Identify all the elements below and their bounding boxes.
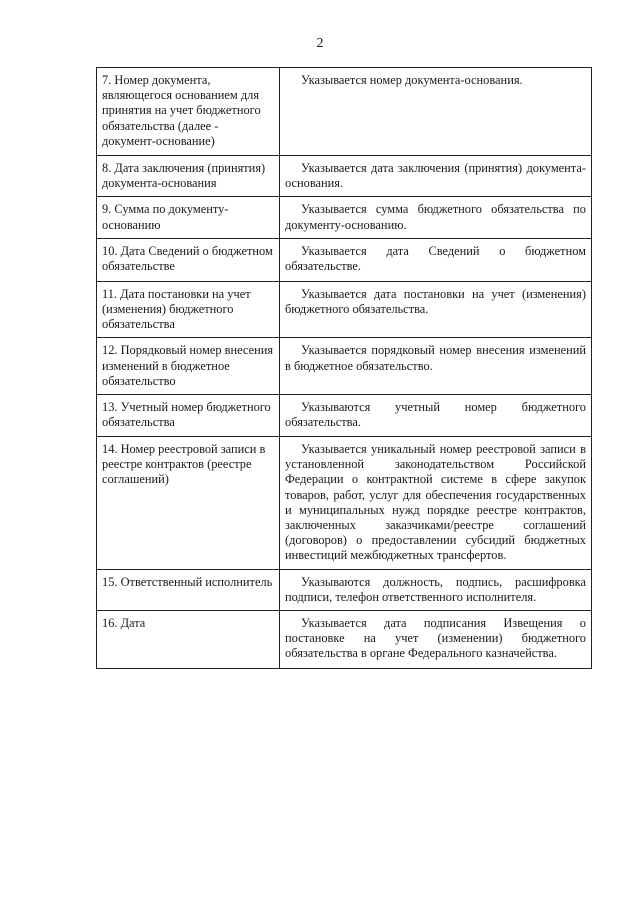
- table-row: [97, 156, 592, 197]
- field-description: Указываются учетный номер бюджетного обязательства.: [280, 395, 592, 437]
- table-row: [97, 281, 592, 338]
- field-description-table: [96, 67, 592, 669]
- field-description: Указывается порядковый номер внесения изменений в бюджетное обязательство.: [280, 338, 592, 395]
- field-name: 16. Дата: [97, 611, 280, 669]
- field-name: 7. Номер документа, являющегося основанием для принятия на учет бюджетного обязательства (далее - документ-основание): [97, 68, 280, 156]
- field-description: Указывается уникальный номер реестровой записи в установленной законодательством Российской Федерации о контрактной системе в сфере закупок товаров, работ, услуг для обеспечения государственных и муниципальных нужд порядке реестре контрактов, заключенных заказчиками/реестре соглашений (договоров) о предоставлении субсидий бюджетных инвестиций межбюджетных трансфертов.: [280, 437, 592, 570]
- table-row: [97, 338, 592, 395]
- field-description: Указываются должность, подпись, расшифровка подписи, телефон ответственного исполнителя.: [280, 569, 592, 610]
- field-description: Указывается номер документа-основания.: [280, 68, 592, 156]
- field-name: 10. Дата Сведений о бюджетном обязательстве: [97, 238, 280, 281]
- table-row: [97, 611, 592, 669]
- page-number: 2: [316, 36, 324, 51]
- field-name: 15. Ответственный исполнитель: [97, 569, 280, 610]
- field-name: 14. Номер реестровой записи в реестре контрактов (реестре соглашений): [97, 437, 280, 570]
- field-description: Указывается дата Сведений о бюджетном обязательстве.: [280, 238, 592, 281]
- table-row: [97, 395, 592, 437]
- field-name: 12. Порядковый номер внесения изменений в бюджетное обязательство: [97, 338, 280, 395]
- table-row: [97, 197, 592, 238]
- table-row: [97, 437, 592, 570]
- field-description: Указывается дата подписания Извещения о постановке на учет (изменении) бюджетного обязательства в органе Федерального казначейства.: [280, 611, 592, 669]
- field-description: Указывается дата постановки на учет (изменения) бюджетного обязательства.: [280, 281, 592, 338]
- field-name: 8. Дата заключения (принятия) документа-основания: [97, 156, 280, 197]
- field-name: 9. Сумма по документу-основанию: [97, 197, 280, 238]
- field-description: Указывается сумма бюджетного обязательства по документу-основанию.: [280, 197, 592, 238]
- table-row: [97, 569, 592, 610]
- field-name: 13. Учетный номер бюджетного обязательства: [97, 395, 280, 437]
- field-description: Указывается дата заключения (принятия) документа-основания.: [280, 156, 592, 197]
- table-row: [97, 68, 592, 156]
- table-row: [97, 238, 592, 281]
- field-name: 11. Дата постановки на учет (изменения) бюджетного обязательства: [97, 281, 280, 338]
